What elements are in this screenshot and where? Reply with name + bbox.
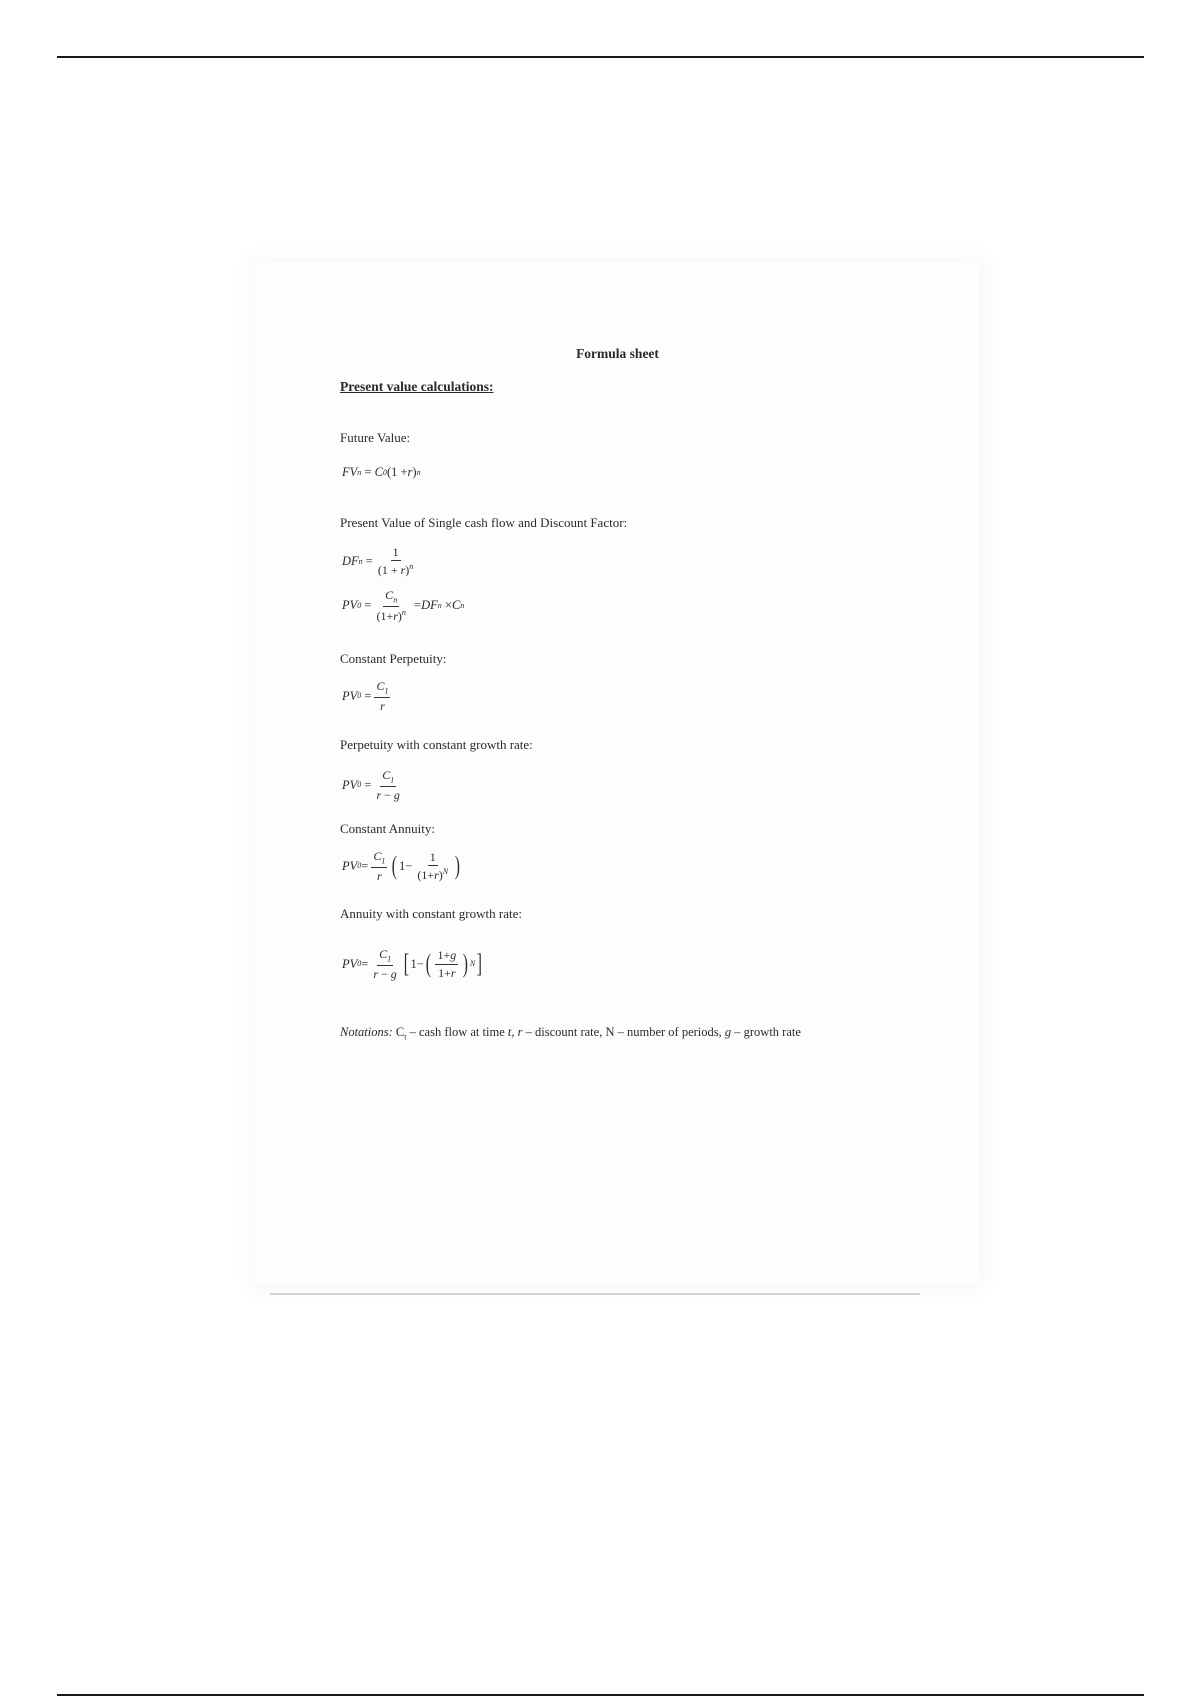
notations-g: g (724, 1025, 732, 1039)
scanned-page-bottom-edge (270, 1293, 920, 1295)
formula-future-value: FV n = C 0 (1 + r ) n (342, 465, 421, 479)
label-constant-perpetuity: Constant Perpetuity: (340, 651, 447, 666)
footer-rule (57, 1694, 1144, 1696)
formula-growing-perpetuity: PV 0 = $\frac{C_1}{r - g}$ (342, 768, 400, 802)
label-present-value-single: Present Value of Single cash flow and Discount Factor: (340, 515, 628, 530)
label-growing-annuity: Annuity with constant growth rate: (340, 906, 522, 921)
notations-c-subscript: t (404, 1032, 407, 1042)
formula-discount-factor: DF n = $\frac{1}{(1 + r)^n}$ (342, 545, 414, 578)
notations-c: C (392, 1025, 405, 1039)
page-title: Formula sheet (576, 346, 659, 361)
notations-growth: – growth rate (731, 1025, 801, 1039)
formula-constant-annuity: PV 0 = $\frac{C_1}{r}$ ( 1− $\frac{1}{(1+r)^N}$ ) (342, 849, 461, 883)
label-constant-annuity: Constant Annuity: (340, 821, 435, 836)
formula-present-value-single: PV 0 = $\frac{C_n}{(1+r)^n}$ = DF n × C n (342, 588, 465, 623)
label-growing-perpetuity: Perpetuity with constant growth rate: (340, 737, 533, 752)
notations-discount: – discount rate, N – number of periods, (522, 1025, 725, 1039)
formula-constant-perpetuity: PV 0 = $\frac{C_1}{r}$ (342, 679, 389, 713)
notations-separator: , (511, 1025, 518, 1039)
header-rule (57, 56, 1144, 58)
label-future-value: Future Value: (340, 430, 411, 445)
notations-lead: Notations: (340, 1025, 393, 1039)
notations-r: r (517, 1025, 523, 1039)
notations-t: t (507, 1025, 512, 1039)
section-heading: Present value calculations: (340, 379, 494, 394)
notations-line (340, 1025, 801, 1042)
formula-growing-annuity: PV 0 = $\frac{C_1}{r - g}$ [ 1− ( $\frac{1+g}{1+r}$ ) N ] (342, 947, 483, 981)
notations-cash-flow: – cash flow at time (406, 1025, 508, 1039)
